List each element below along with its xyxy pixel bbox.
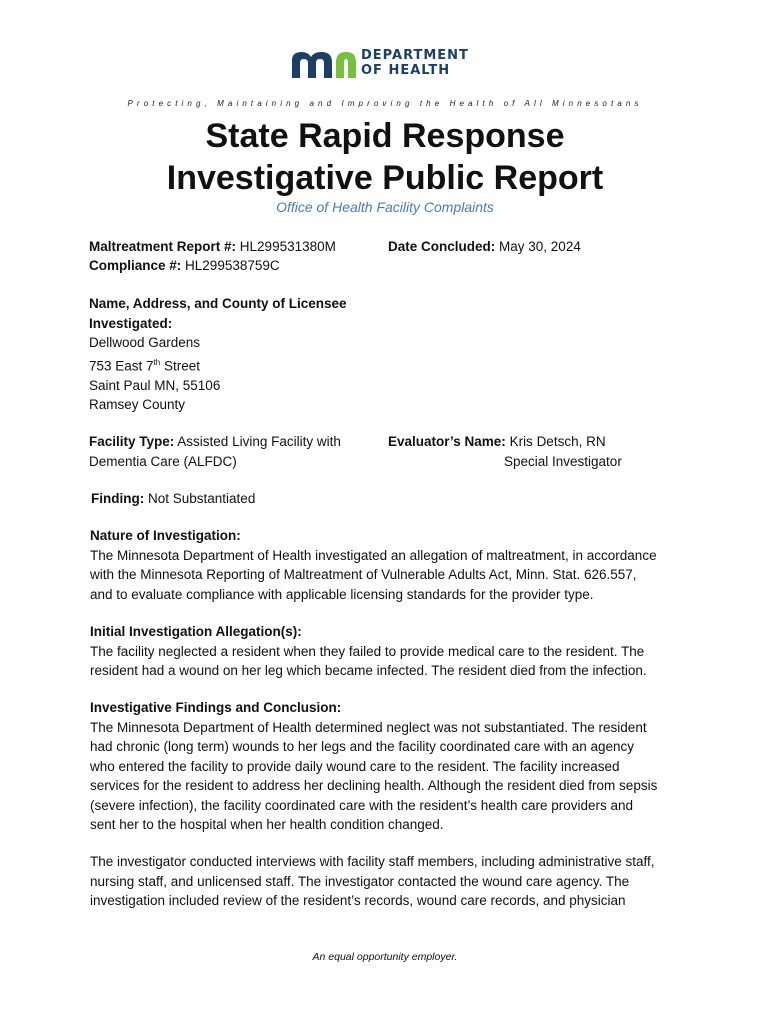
nature-line: The Minnesota Department of Health investigated an allegation of maltreatment, in accordance: [90, 547, 657, 563]
licensee-city: Saint Paul MN, 55106: [89, 377, 221, 393]
logo-text: [361, 48, 469, 78]
tagline: Protecting, Maintaining and Improving the Health of All Minnesotans: [127, 99, 643, 108]
nature-heading: Nature of Investigation:: [90, 528, 241, 543]
logo-n-shape: [336, 52, 356, 78]
findings-line: had chronic (long term) wounds to her legs and the facility coordinated care with an agency: [90, 739, 635, 754]
findings-heading: Investigative Findings and Conclusion:: [90, 700, 342, 715]
compliance-label: Compliance #:: [89, 258, 182, 273]
nature-line: with the Minnesota Reporting of Maltreatment of Vulnerable Adults Act, Minn. Stat. 626.557,: [90, 567, 637, 582]
page-title: [0, 115, 770, 199]
licensee-county: Ramsey County: [89, 397, 186, 412]
licensee-label-2: Investigated:: [89, 315, 173, 331]
date-label: Date Concluded:: [388, 239, 496, 254]
finding: [91, 489, 255, 509]
facility-type-label: Facility Type:: [89, 434, 175, 449]
footer-note: An equal opportunity employer.: [312, 951, 458, 963]
nature-line: and to evaluate compliance with applicable licensing standards for the provider type.: [90, 586, 594, 602]
findings-line: sent her to the hospital when her health condition changed.: [90, 817, 444, 832]
investigator-section: [90, 852, 690, 911]
evaluator-title: Special Investigator: [504, 453, 622, 469]
title-line-2: Investigative Public Report: [166, 159, 604, 197]
evaluator: [388, 432, 622, 471]
allegation-line: resident had a wound on her leg which became infected. The resident died from the infection.: [90, 663, 647, 678]
findings-line: who entered the facility to provide daily wound care to the resident. The facility increased: [90, 758, 620, 774]
facility-type-value-2: Dementia Care (ALFDC): [89, 453, 237, 469]
evaluator-name: Kris Detsch, RN: [509, 434, 606, 449]
findings-line: services for the resident to address her declining health. Although the resident died from sepsis: [90, 778, 658, 793]
maltreatment-label: Maltreatment Report #:: [89, 239, 237, 254]
logo-m-shape: [292, 52, 332, 78]
office-subtitle: Office of Health Facility Complaints: [276, 199, 494, 215]
licensee-label-1: Name, Address, and County of Licensee: [89, 296, 347, 311]
logo-line-2: OF HEALTH: [361, 63, 451, 78]
date-concluded: [388, 237, 581, 257]
date-value: May 30, 2024: [499, 239, 581, 254]
allegation-line: The facility neglected a resident when they failed to provide medical care to the resident. The: [90, 643, 645, 659]
findings-line: (severe infection), the facility coordinated care with the resident’s health care providers and: [90, 797, 634, 813]
findings-section: [90, 698, 690, 835]
investigator-line: investigation included review of the resident’s records, wound care records, and physician: [90, 893, 626, 908]
evaluator-label: Evaluator’s Name:: [388, 434, 506, 449]
finding-label: Finding:: [91, 491, 145, 506]
maltreatment-report-number: [89, 237, 336, 257]
licensee-block: [89, 294, 347, 415]
licensee-street: 753 East 7th Street: [89, 357, 200, 373]
allegation-section: [90, 622, 690, 681]
nature-section: [90, 526, 690, 604]
investigator-line: The investigator conducted interviews with facility staff members, including administrative staff,: [90, 854, 655, 869]
facility-type-value-1: Assisted Living Facility with: [177, 434, 341, 449]
investigator-line: nursing staff, and unlicensed staff. The investigator contacted the wound care agency. The: [90, 873, 630, 889]
finding-value: Not Substantiated: [148, 491, 256, 506]
title-line-1: State Rapid Response: [205, 117, 565, 155]
maltreatment-value: HL299531380M: [239, 239, 336, 254]
compliance-number: [89, 256, 280, 276]
findings-line: The Minnesota Department of Health determined neglect was not substantiated. The resident: [90, 719, 647, 735]
logo-line-1: DEPARTMENT: [361, 48, 469, 63]
facility-type: [89, 432, 341, 471]
compliance-value: HL299538759C: [185, 258, 280, 273]
allegation-heading: Initial Investigation Allegation(s):: [90, 624, 302, 639]
licensee-name: Dellwood Gardens: [89, 335, 201, 350]
